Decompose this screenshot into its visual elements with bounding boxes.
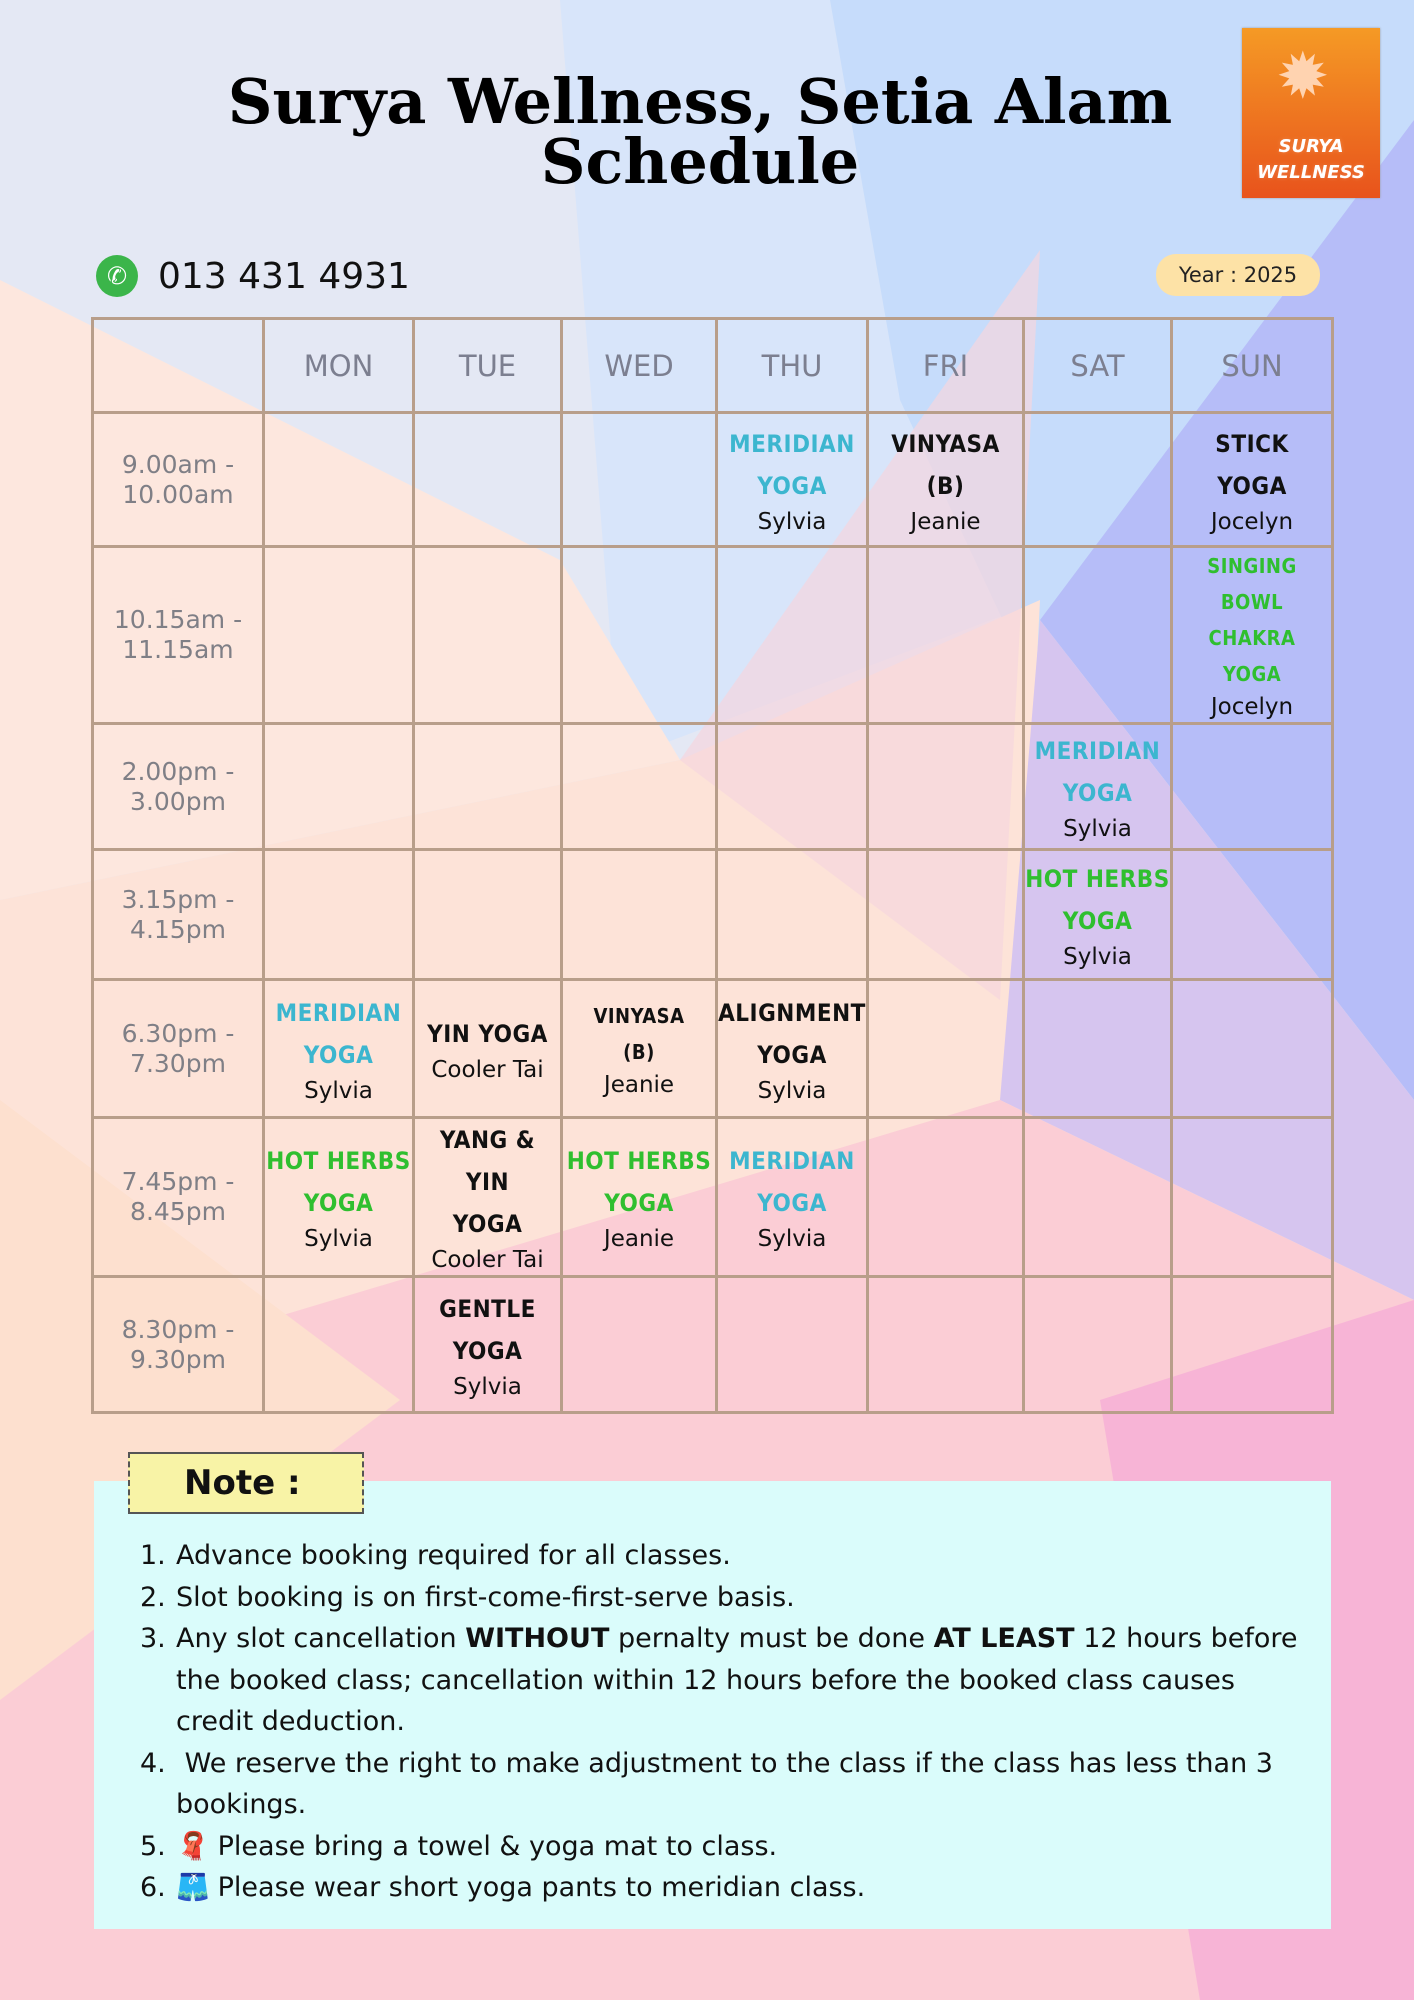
note-text bbox=[176, 1743, 1320, 1826]
empty-cell bbox=[562, 413, 717, 547]
time-cell bbox=[93, 724, 264, 850]
note-text-part: AT LEAST bbox=[933, 1623, 1075, 1654]
notes-list bbox=[140, 1535, 1320, 1909]
class-name: MERIDIAN bbox=[729, 1147, 855, 1175]
page-title bbox=[150, 65, 1250, 198]
class-name: YOGA bbox=[452, 1336, 523, 1365]
empty-cell bbox=[868, 1118, 1024, 1277]
empty-cell bbox=[1172, 1118, 1333, 1277]
class-name: YOGA bbox=[303, 1189, 374, 1217]
note-text-part: WITHOUT bbox=[465, 1623, 610, 1654]
note-number: 5. bbox=[140, 1830, 166, 1862]
empty-cell bbox=[1024, 980, 1172, 1118]
empty-cell bbox=[1172, 724, 1333, 850]
surya-wellness-logo bbox=[1242, 28, 1380, 198]
shorts-icon: 🩳 bbox=[176, 1872, 210, 1903]
class-name: VINYASA bbox=[891, 429, 1000, 458]
empty-cell bbox=[264, 724, 414, 850]
class-name: YOGA bbox=[757, 1040, 827, 1069]
empty-cell bbox=[1172, 1277, 1333, 1413]
note-item bbox=[140, 1867, 1320, 1909]
title-line-2: Schedule bbox=[540, 125, 860, 198]
time-label: 3.15pm - bbox=[121, 884, 235, 914]
note-number: 6. bbox=[140, 1872, 166, 1903]
teacher-name: Jocelyn bbox=[1210, 694, 1294, 720]
class-name: HOT HERBS bbox=[566, 1147, 712, 1175]
note-text bbox=[176, 1577, 795, 1619]
sun-icon: ✹ bbox=[1276, 40, 1330, 114]
empty-cell bbox=[868, 547, 1024, 724]
time-label: 6.30pm - bbox=[121, 1018, 235, 1048]
class-name: YOGA bbox=[757, 1189, 827, 1217]
towel-icon: 🧣 bbox=[176, 1830, 210, 1862]
time-cell bbox=[93, 547, 264, 724]
note-number: 4. bbox=[140, 1747, 166, 1779]
class-name: MERIDIAN bbox=[1034, 736, 1161, 765]
teacher-name: Jocelyn bbox=[1210, 508, 1294, 535]
teacher-name: Sylvia bbox=[757, 508, 827, 535]
empty-cell bbox=[414, 724, 562, 850]
class-name: YOGA bbox=[1222, 662, 1282, 686]
time-label: 7.45pm - bbox=[121, 1167, 235, 1196]
empty-cell bbox=[264, 413, 414, 547]
time-cell bbox=[93, 980, 264, 1118]
empty-cell bbox=[1024, 547, 1172, 724]
class-name: VINYASA bbox=[593, 1003, 685, 1028]
note-text-part: Please wear short yoga pants to meridian class. bbox=[217, 1872, 866, 1903]
teacher-name: Jeanie bbox=[603, 1226, 675, 1252]
teacher-name: Sylvia bbox=[1063, 943, 1132, 970]
time-label: 10.00am bbox=[122, 479, 234, 509]
time-label: 4.15pm bbox=[130, 914, 226, 944]
teacher-name: Jeanie bbox=[603, 1071, 675, 1098]
time-label: 2.00pm - bbox=[121, 756, 235, 786]
time-cell bbox=[93, 850, 264, 980]
note-number: 1. bbox=[140, 1540, 166, 1571]
class-name: YANG & YIN bbox=[439, 1126, 536, 1196]
time-cell bbox=[93, 413, 264, 547]
time-slot-row bbox=[93, 547, 1333, 724]
class-cell[interactable] bbox=[414, 1277, 562, 1413]
time-slot-row bbox=[93, 724, 1333, 850]
empty-cell bbox=[414, 850, 562, 980]
day-header-wed: WED bbox=[562, 319, 717, 413]
time-label: 3.00pm bbox=[130, 786, 226, 816]
note-text-part: We reserve the right to make adjustment to the class if the class has less than 3 bookings. bbox=[176, 1747, 1282, 1820]
note-text-part: pernalty must be done bbox=[609, 1623, 934, 1654]
note-text-part: Slot booking is on first-come-first-serve basis. bbox=[176, 1581, 795, 1613]
note-text-part: 12 hours before the booked class; cancellation within 12 hours before the booked class causes credit deduction. bbox=[176, 1623, 1307, 1737]
phone-contact bbox=[96, 255, 410, 297]
day-header-sat: SAT bbox=[1024, 319, 1172, 413]
class-name: STICK bbox=[1215, 429, 1289, 458]
empty-cell bbox=[868, 1277, 1024, 1413]
empty-cell bbox=[868, 980, 1024, 1118]
note-item bbox=[140, 1743, 1320, 1826]
time-label: 9.00am - bbox=[121, 449, 235, 479]
empty-cell bbox=[717, 1277, 868, 1413]
class-cell[interactable] bbox=[562, 980, 717, 1118]
note-item bbox=[140, 1618, 1320, 1743]
time-slot-row bbox=[93, 413, 1333, 547]
note-number: 2. bbox=[140, 1581, 166, 1613]
day-header-sun: SUN bbox=[1172, 319, 1333, 413]
note-text-part: Please bring a towel & yoga mat to class. bbox=[217, 1830, 778, 1862]
empty-cell bbox=[562, 547, 717, 724]
class-name: MERIDIAN bbox=[275, 998, 402, 1027]
time-label: 10.15am - bbox=[113, 605, 243, 634]
empty-cell bbox=[264, 547, 414, 724]
teacher-name: Sylvia bbox=[453, 1373, 522, 1400]
year-badge: Year : 2025 bbox=[1156, 254, 1320, 296]
class-cell[interactable] bbox=[414, 980, 562, 1118]
empty-cell bbox=[562, 1277, 717, 1413]
class-name: YOGA bbox=[1062, 906, 1133, 935]
class-cell[interactable] bbox=[1024, 850, 1172, 980]
class-name: MERIDIAN bbox=[729, 429, 855, 458]
empty-cell bbox=[1172, 850, 1333, 980]
teacher-name: Sylvia bbox=[1063, 815, 1132, 842]
class-name: SINGING BOWL bbox=[1207, 554, 1297, 614]
empty-cell bbox=[264, 850, 414, 980]
empty-cell bbox=[1024, 1277, 1172, 1413]
class-name: YOGA bbox=[1062, 778, 1133, 807]
empty-cell bbox=[414, 413, 562, 547]
class-cell[interactable] bbox=[264, 1118, 414, 1277]
day-header-tue: TUE bbox=[414, 319, 562, 413]
time-label: 7.30pm bbox=[130, 1048, 226, 1078]
empty-cell bbox=[562, 724, 717, 850]
day-header-mon: MON bbox=[264, 319, 414, 413]
corner-cell bbox=[93, 319, 264, 413]
note-item bbox=[140, 1577, 1320, 1619]
class-name: HOT HERBS bbox=[1025, 864, 1170, 893]
class-name: GENTLE bbox=[439, 1294, 536, 1323]
schedule-table bbox=[91, 317, 1334, 1414]
empty-cell bbox=[717, 724, 868, 850]
note-text-part: Any slot cancellation bbox=[176, 1623, 466, 1654]
class-name: YIN YOGA bbox=[427, 1019, 548, 1048]
class-name: ALIGNMENT bbox=[718, 998, 866, 1027]
time-label: 9.30pm bbox=[130, 1344, 226, 1374]
note-item bbox=[140, 1535, 1320, 1577]
class-cell[interactable] bbox=[1172, 413, 1333, 547]
class-cell[interactable] bbox=[1172, 547, 1333, 724]
day-header-fri: FRI bbox=[868, 319, 1024, 413]
empty-cell bbox=[868, 850, 1024, 980]
class-cell[interactable] bbox=[868, 413, 1024, 547]
class-name: YOGA bbox=[303, 1040, 374, 1069]
phone-icon: ✆ bbox=[96, 255, 138, 297]
note-text-part: Advance booking required for all classes. bbox=[176, 1540, 731, 1571]
class-cell[interactable] bbox=[717, 980, 868, 1118]
class-cell[interactable] bbox=[1024, 724, 1172, 850]
time-slot-row bbox=[93, 1277, 1333, 1413]
note-text bbox=[176, 1618, 1320, 1743]
teacher-name: Cooler Tai bbox=[431, 1247, 544, 1273]
time-cell bbox=[93, 1118, 264, 1277]
note-number: 3. bbox=[140, 1623, 166, 1654]
time-label: 8.30pm - bbox=[121, 1314, 235, 1344]
note-text bbox=[176, 1867, 865, 1909]
class-cell[interactable] bbox=[717, 1118, 868, 1277]
class-name: YOGA bbox=[1217, 471, 1287, 500]
class-cell[interactable] bbox=[414, 1118, 562, 1277]
class-name: (B) bbox=[623, 1039, 655, 1064]
phone-number: 013 431 4931 bbox=[158, 255, 410, 297]
class-cell[interactable] bbox=[717, 413, 868, 547]
class-cell[interactable] bbox=[264, 980, 414, 1118]
class-name: YOGA bbox=[604, 1189, 674, 1217]
empty-cell bbox=[717, 850, 868, 980]
empty-cell bbox=[264, 1277, 414, 1413]
teacher-name: Sylvia bbox=[304, 1226, 373, 1252]
note-tag: Note : bbox=[128, 1452, 364, 1514]
class-name: CHAKRA bbox=[1208, 626, 1296, 650]
empty-cell bbox=[1172, 980, 1333, 1118]
title-line-1: Surya Wellness, Setia Alam bbox=[227, 65, 1173, 138]
class-name: YOGA bbox=[452, 1210, 523, 1238]
teacher-name: Sylvia bbox=[757, 1226, 827, 1252]
class-name: YOGA bbox=[757, 471, 827, 500]
empty-cell bbox=[868, 724, 1024, 850]
logo-text-1: SURYA bbox=[1278, 136, 1344, 157]
time-label: 8.45pm bbox=[130, 1197, 226, 1226]
empty-cell bbox=[717, 547, 868, 724]
logo-text-2: WELLNESS bbox=[1257, 162, 1365, 183]
note-item bbox=[140, 1826, 1320, 1868]
time-slot-row bbox=[93, 1118, 1333, 1277]
class-name: (B) bbox=[926, 471, 965, 500]
teacher-name: Sylvia bbox=[757, 1077, 827, 1104]
empty-cell bbox=[1024, 1118, 1172, 1277]
teacher-name: Jeanie bbox=[910, 508, 981, 535]
time-slot-row bbox=[93, 980, 1333, 1118]
day-header-thu: THU bbox=[717, 319, 868, 413]
empty-cell bbox=[562, 850, 717, 980]
time-slot-row bbox=[93, 850, 1333, 980]
empty-cell bbox=[414, 547, 562, 724]
class-name: HOT HERBS bbox=[266, 1147, 411, 1175]
time-label: 11.15am bbox=[122, 635, 234, 664]
header-row bbox=[93, 319, 1333, 413]
class-cell[interactable] bbox=[562, 1118, 717, 1277]
time-cell bbox=[93, 1277, 264, 1413]
note-text bbox=[176, 1826, 777, 1868]
empty-cell bbox=[1024, 413, 1172, 547]
teacher-name: Sylvia bbox=[304, 1077, 373, 1104]
teacher-name: Cooler Tai bbox=[431, 1056, 544, 1083]
note-text bbox=[176, 1535, 731, 1577]
